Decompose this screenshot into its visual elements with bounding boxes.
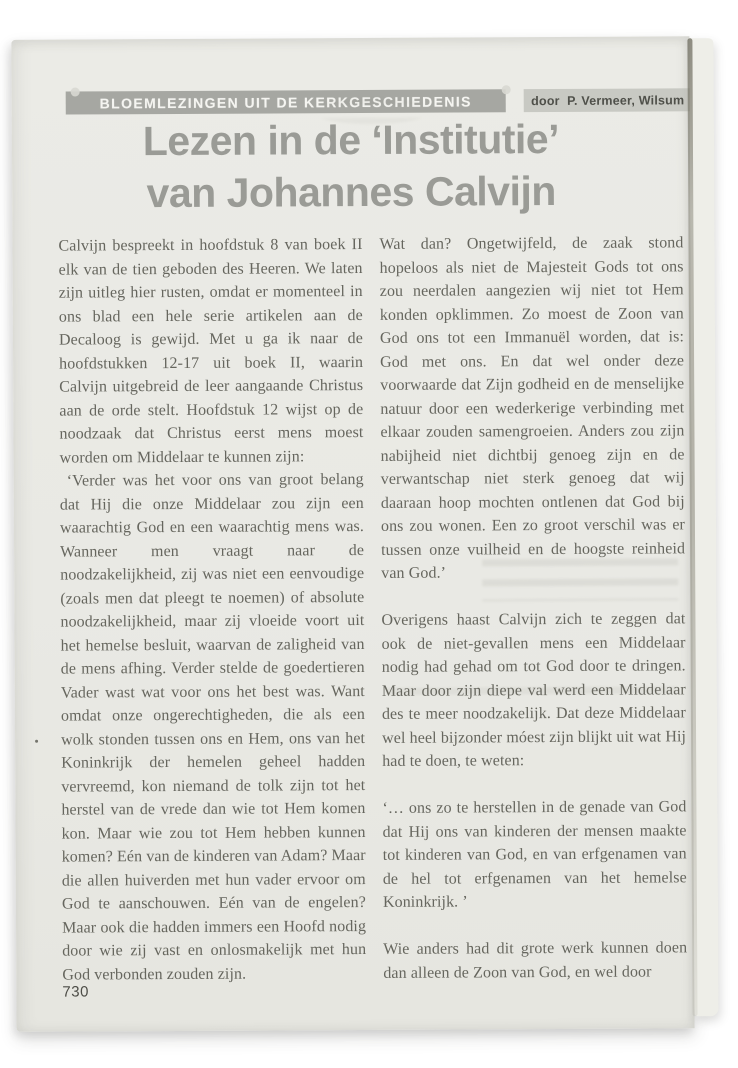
staple-dot-icon bbox=[502, 85, 511, 94]
series-banner bbox=[66, 89, 506, 114]
page-surface bbox=[11, 36, 694, 1032]
article-title-line1: Lezen in de ‘Institutie’ bbox=[142, 115, 560, 165]
scan-speck bbox=[35, 740, 38, 743]
byline-banner bbox=[524, 88, 692, 112]
left-column bbox=[58, 233, 366, 987]
author-byline: door P. Vermeer, Wilsum bbox=[531, 92, 685, 108]
article-title-line2: van Johannes Calvijn bbox=[146, 167, 556, 217]
paragraph: ‘Verder was het voor ons van groot belang dat Hij die onze Middelaar zou zijn een waarachtig God en een waarachtig mens was. Wanneer men vraagt naar de noodzakelijkheid, zij was niet een eenvoudige (zoals men dat pleegt te noemen) of absolute noodzakelijkheid, maar zij vloeide voort uit het hemelse besluit, waarvan de zaligheid van de mens afhing. Verder stelde de goedertieren Vader wast wat voor ons het best was. Want omdat onze ongerechtigheden, die als een wolk stonden tussen ons en Hem, ons van het Koninkrijk der hemelen geheel hadden vervreemd, kon niemand de tolk zijn tot het herstel van de vrede dan wie tot Hem komen kon. Maar wie zou tot Hem hebben kunnen komen? Eén van de kinderen van Adam? Maar die allen huiverden met hun vader ervoor om God te aanschouwen. Eén van de engelen? Maar ook die hadden immers een Hoofd nodig door wie zij vast en onlosmakelijk met hun God verbonden zouden zijn. bbox=[59, 471, 367, 984]
page-fold-edge bbox=[689, 38, 718, 1016]
article-body bbox=[58, 231, 687, 986]
right-column bbox=[379, 231, 687, 985]
paragraph: Wat dan? Ongetwijfeld, de zaak stond hopeloos als niet de Majesteit Gods tot ons zou neerdalen aangezien wij niet tot Hem konden opklimmen. Zo moest de Zoon van God ons tot een Immanuël worden, dat is: God met ons. En dat wel onder deze voorwaarde dat Zijn godheid en de menselijke natuur door een wederkerige verbinding met elkaar zouden samengroeien. Anders zou zijn nabijheid niet dichtbij genoeg zijn en de verwantschap niet sterk genoeg dat wij daaraan hoop mochten ontlenen dat God bij ons zou wonen. Een zo groot verschil was er tussen onze vuilheid en de hoogste reinheid van God.’ bbox=[379, 234, 686, 582]
page-number: 730 bbox=[62, 983, 89, 1001]
staple-dot-icon bbox=[71, 87, 80, 96]
series-title: BLOEMLEZINGEN UIT DE KERKGESCHIEDENIS bbox=[99, 92, 472, 111]
scanned-magazine-page bbox=[11, 36, 718, 1035]
article-title bbox=[12, 112, 691, 220]
paragraph: Overigens haast Calvijn zich te zeggen dat ook de niet-gevallen mens een Middelaar nodig had gehad om tot God door te dringen. Maar door zijn diepe val werd een Middelaar des te meer noodzakelijk. Dat deze Middelaar wel heel bijzonder móest zijn blijkt uit wat Hij had te doen, te weten: bbox=[381, 610, 687, 770]
paragraph: Wie anders had dit grote werk kunnen doen dan alleen de Zoon van God, en wel door bbox=[383, 939, 688, 982]
paragraph: Calvijn bespreekt in hoofdstuk 8 van boek II elk van de tien geboden des Heeren. We laten zijn uitleg hier rusten, omdat er momenteel in ons blad een hele serie artikelen aan de Decaloog is gewijd. Met u ga ik naar de hoofdstukken 12-17 uit boek II, waarin Calvijn uitgebreid de leer aangaande Christus aan de orde stelt. Hoofdstuk 12 wijst op de noodzaak dat Christus eerst mens moest worden om Middelaar te kunnen zijn: bbox=[58, 236, 364, 467]
page-header bbox=[66, 88, 685, 114]
paragraph: ‘… ons zo te herstellen in de genade van God dat Hij ons van kinderen der mensen maakte tot kinderen van God, en van erfgenamen van de hel tot erfgenamen van het hemelse Koninkrijk. ’ bbox=[382, 798, 687, 911]
